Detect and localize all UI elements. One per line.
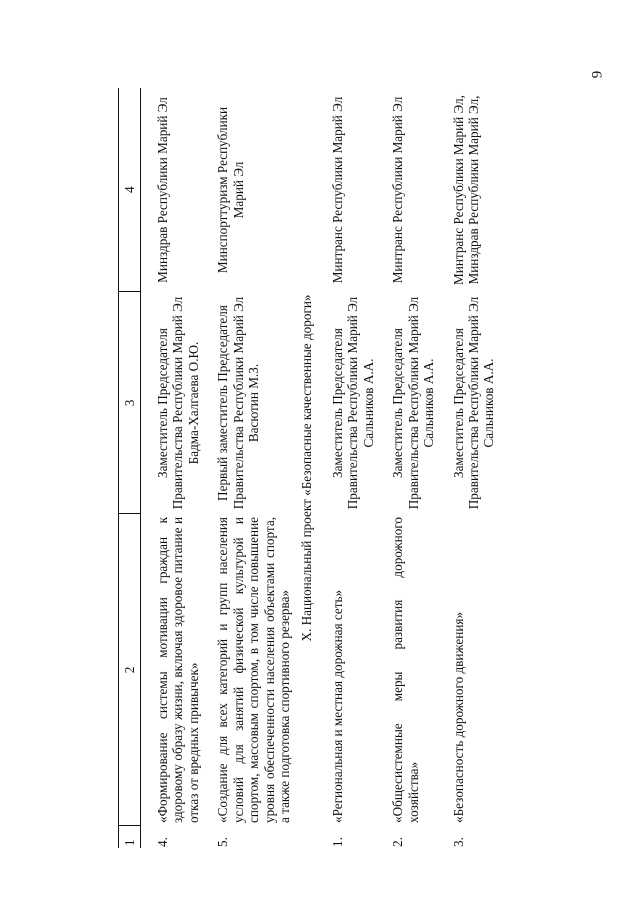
responsible-person: Первый заместитель Председателя Правительства Республики Марий Эл Васютин М.З. — [215, 296, 262, 510]
row-number: 4. — [155, 837, 170, 847]
spacer-row — [201, 88, 215, 848]
executor: Минспорттуризм Республики Марий Эл — [215, 106, 246, 274]
table-row — [155, 88, 201, 848]
table-header-row — [119, 88, 141, 848]
table-row — [215, 88, 292, 848]
row-number: 3. — [450, 837, 466, 847]
spacer-row — [316, 88, 330, 848]
spacer-row — [141, 88, 156, 848]
project-name: «Создание для всех категорий и групп населения условий для занятий физической культурой и спортом, массовым спортом, в том числе повышение уровня обеспеченности населения объектами спорта, а также подготовка спортивного резерва» — [215, 517, 293, 823]
column-header-2: 2 — [119, 514, 141, 826]
row-number: 1. — [329, 837, 345, 847]
responsible-person: Заместитель Председателя Правительства Республики Марий Эл Бадма-Халгаева О.Ю. — [155, 296, 201, 510]
column-header-1: 1 — [119, 826, 141, 848]
project-name: «Формирование системы мотивации граждан к здоровому образу жизни, включая здоровое питание и отказ от вредных привычек» — [155, 517, 201, 823]
row-number: 2. — [390, 837, 406, 847]
page-number: 9 — [589, 70, 606, 79]
section-row — [293, 88, 316, 848]
row-number: 5. — [215, 837, 231, 847]
project-name: «Региональная и местная дорожная сеть» — [329, 589, 345, 823]
executor: Минтранс Республики Марий Эл — [390, 96, 406, 284]
spacer-row — [437, 88, 451, 848]
column-header-3: 3 — [119, 292, 141, 514]
table-row — [330, 88, 376, 848]
executor: Минтранс Республики Марий Эл — [329, 96, 345, 284]
rotated-table-container — [118, 88, 538, 848]
table-row — [390, 88, 436, 848]
responsible-person: Заместитель Председателя Правительства Республики Марий Эл Сальников А.А. — [390, 296, 437, 510]
spacer-row — [376, 88, 390, 848]
responsible-person: Заместитель Председателя Правительства Республики Марий Эл Сальников А.А. — [329, 296, 376, 510]
project-name: «Безопасность дорожного движения» — [450, 611, 466, 823]
column-header-4: 4 — [119, 88, 141, 292]
projects-table — [118, 88, 497, 848]
section-title: X. Национальный проект «Безопасные качественные дороги» — [298, 294, 314, 642]
executor: Минздрав Республики Марий Эл — [155, 97, 170, 283]
project-name: «Общесистемные меры развития дорожного хозяйства» — [390, 517, 421, 823]
responsible-person: Заместитель Председателя Правительства Республики Марий Эл Сальников А.А. — [450, 296, 497, 510]
table-row — [451, 88, 497, 848]
executor: Минтранс Республики Марий Эл, Минздрав Республики Марий Эл, — [450, 95, 481, 285]
